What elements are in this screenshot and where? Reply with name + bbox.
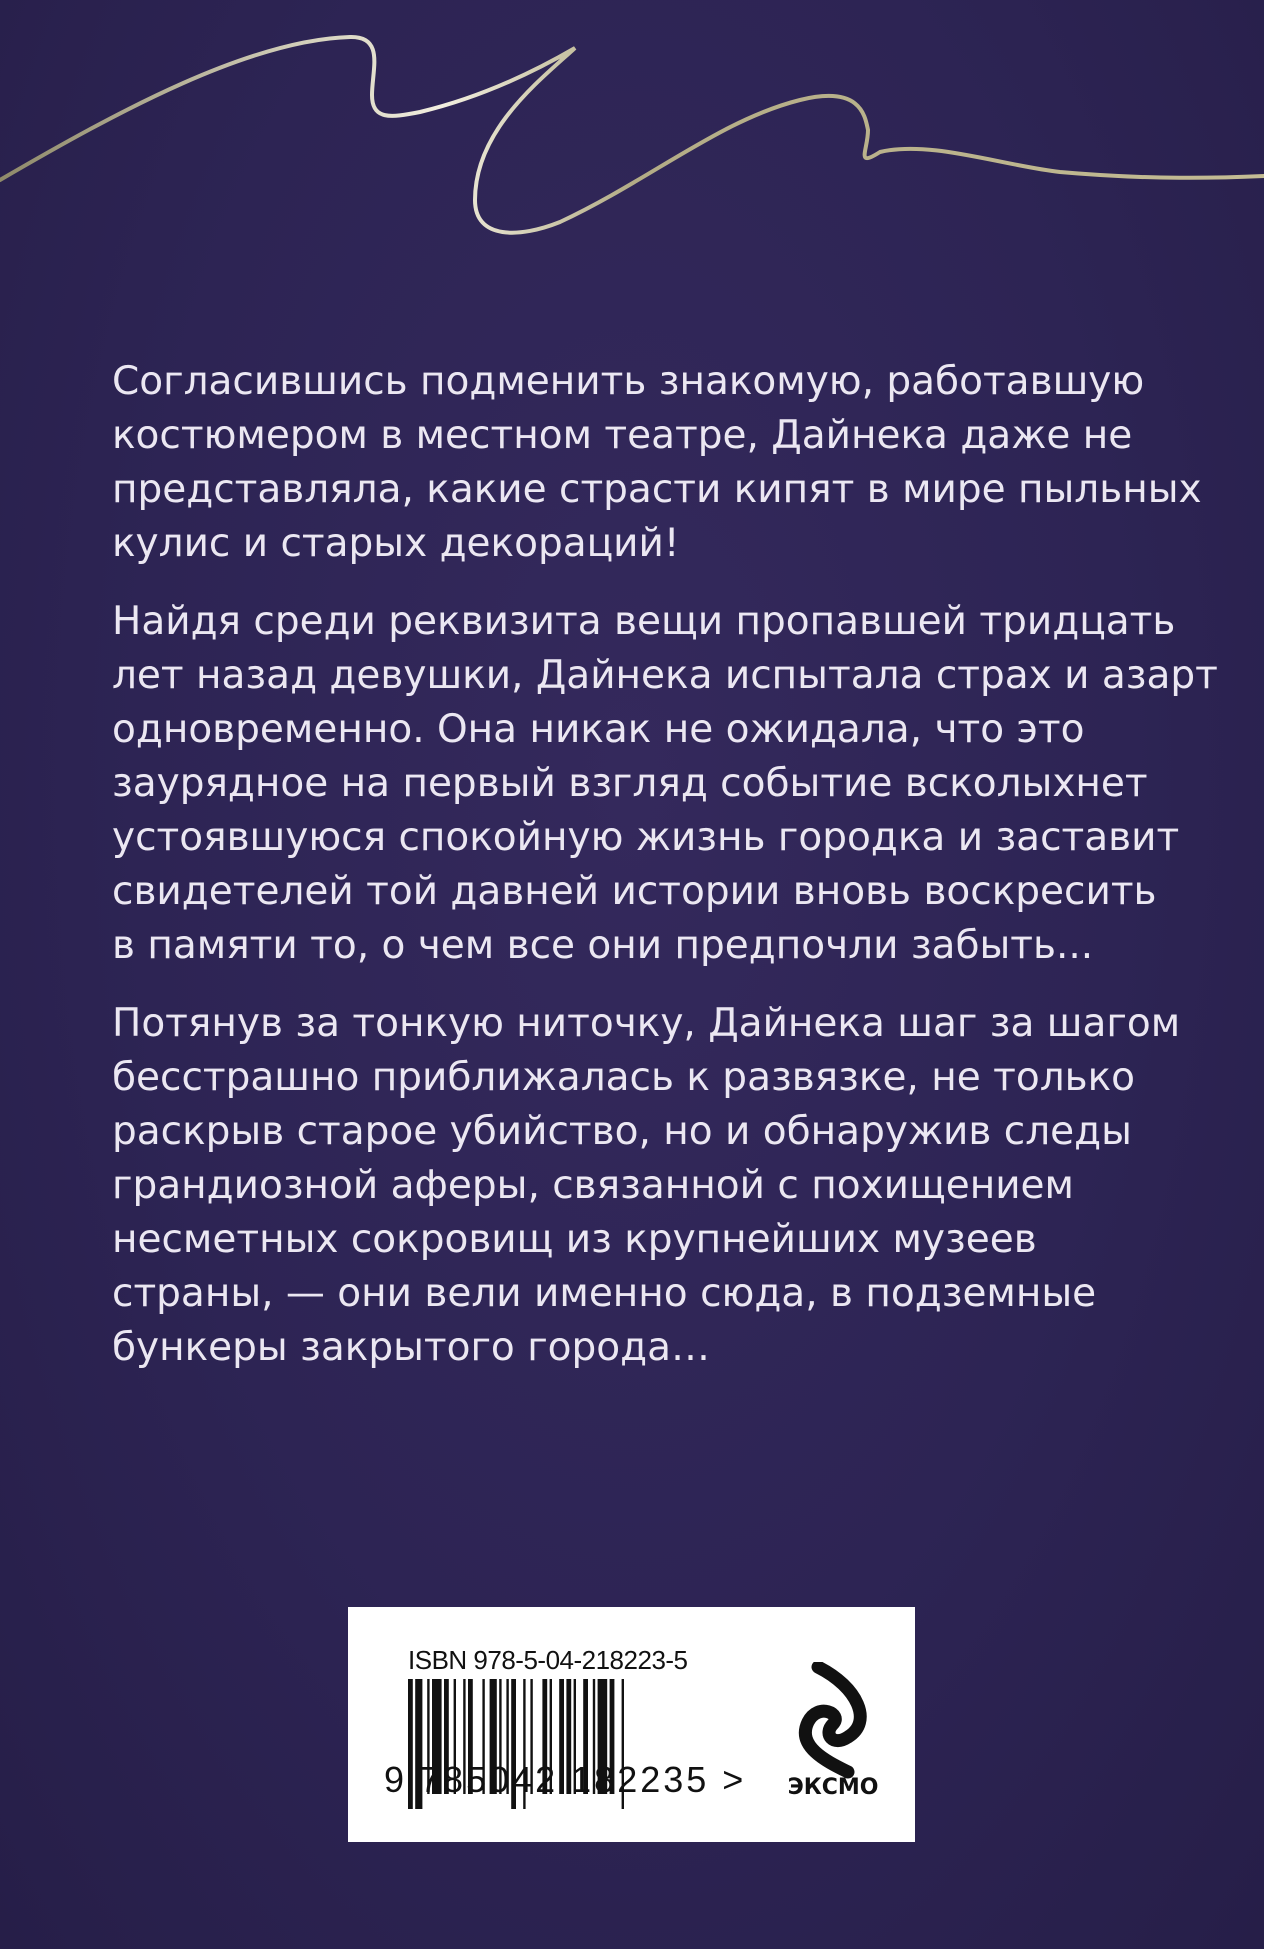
barcode-label — [348, 1607, 915, 1842]
paragraph-2 — [112, 595, 1218, 973]
text-line: устоявшуюся спокойную жизнь городка и заставит — [112, 815, 1180, 860]
text-line: лет назад девушки, Дайнека испытала страх и азарт — [112, 653, 1218, 698]
text-line: заурядное на первый взгляд событие всколыхнет — [112, 761, 1148, 806]
text-line: Найдя среди реквизита вещи пропавшей тридцать — [112, 599, 1176, 644]
barcode-digits: 9 785042 182235 > — [384, 1759, 747, 1800]
text-line: Согласившись подменить знакомую, работавшую — [112, 359, 1145, 404]
text-line: бесстрашно приближалась к развязке, не только — [112, 1055, 1136, 1100]
text-line: страны, — они вели именно сюда, в подземные — [112, 1271, 1097, 1316]
text-line: грандиозной аферы, связанной с похищением — [112, 1163, 1074, 1208]
book-description — [112, 355, 1218, 1399]
isbn-text: ISBN 978-5-04-218223-5 — [408, 1645, 688, 1675]
publisher-name: ЭКСМО — [787, 1775, 879, 1800]
text-line: костюмером в местном театре, Дайнека даже не — [112, 413, 1133, 458]
text-line: одновременно. Она никак не ожидала, что это — [112, 707, 1085, 752]
text-line: кулис и старых декораций! — [112, 521, 680, 566]
text-line: свидетелей той давней истории вновь воскресить — [112, 869, 1157, 914]
text-line: представляла, какие страсти кипят в мире пыльных — [112, 467, 1202, 512]
eksmo-logo-icon — [788, 1662, 878, 1782]
paragraph-1 — [112, 355, 1202, 571]
paragraph-3 — [112, 997, 1192, 1375]
gold-swirl-ornament — [0, 0, 1264, 260]
text-line: в памяти то, о чем все они предпочли забыть... — [112, 923, 1094, 968]
text-line: Потянув за тонкую ниточку, Дайнека шаг за шагом — [112, 1001, 1181, 1046]
text-line: несметных сокровищ из крупнейших музеев — [112, 1217, 1037, 1262]
text-line: бункеры закрытого города… — [112, 1325, 711, 1370]
text-line: раскрыв старое убийство, но и обнаружив следы — [112, 1109, 1132, 1154]
